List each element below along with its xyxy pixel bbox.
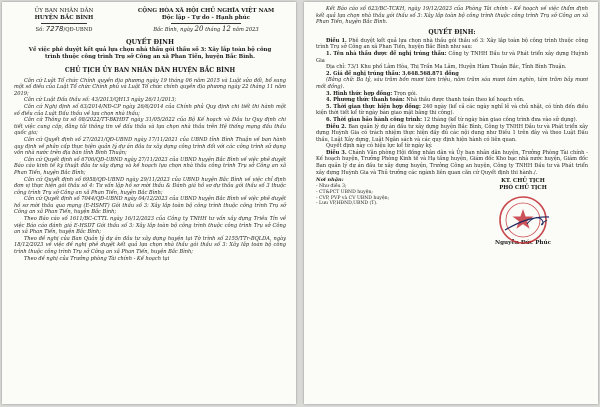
nation-line-2: Độc lập - Tự do - Hạnh phúc bbox=[161, 15, 251, 21]
issuing-org bbox=[14, 8, 114, 34]
article-1-item: 3. Hình thức hợp đồng: Trọn gói. bbox=[326, 90, 418, 97]
recipients-title: Nơi nhận: bbox=[316, 177, 344, 184]
issuing-authority: CHỦ TỊCH ỦY BAN NHÂN DÂN HUYỆN BẮC BÌNH bbox=[64, 66, 236, 74]
legal-basis-item: Căn cứ Quyết định số 6706/QĐ-UBND ngày 27/11/2023 của UBND huyện Bắc Bình về việc phê duyệt Báo cáo kinh tế kỹ thuật đầu tư xây dựng và kế hoạch lựa chọn nhà thầu công trình Trụ sở Công an xã Phan Tiến, huyện Bắc Bình; bbox=[14, 156, 286, 176]
decision-heading: QUYẾT ĐỊNH: bbox=[428, 28, 476, 36]
effective-clause: Quyết định này có hiệu lực kể từ ngày ký. bbox=[326, 143, 433, 150]
article-1-items bbox=[316, 51, 588, 124]
article-1-item: 6. Thời gian bảo hành công trình: 12 tháng (kể từ ngày bàn giao công trình đưa vào sử dụng). bbox=[326, 116, 578, 123]
article-2: Điều 2. Ban quản lý dự án đầu tư xây dựng huyện Bắc Bình, Công ty TNHH Đầu tư và Phát triển xây dựng Huỳnh Gia có trách nhiệm thực hiện đầy đủ các nội dung như Điều 1 trên đây và theo Luật Đấu thầu, Luật Xây dựng, Luật Ngân sách và các quy định hiện hành có liên quan. bbox=[316, 123, 588, 143]
article-1: Điều 1. Phê duyệt kết quả lựa chọn nhà thầu gói thầu số 3: Xây lắp toàn bộ công trình thuộc công trình Trụ sở Công an xã Phan Tiến, huyện Bắc Bình như sau: bbox=[316, 37, 588, 51]
legal-basis bbox=[14, 78, 286, 263]
legal-basis-item: Theo đề nghị của Trưởng phòng Tài chính - Kế hoạch tại bbox=[24, 255, 170, 262]
legal-basis-item: Theo đề nghị của Ban Quản lý dự án đầu tư xây dựng huyện tại Tờ trình số 2155/TTr-BQLDA, ngày 18/12/2023 về việc đề nghị phê duyệt kết quả lựa chọn nhà thầu gói thầu số 3: Xây lắp toàn bộ công trình thuộc công trình Trụ sở Công an xã Phan Tiến, huyện Bắc Bình; bbox=[14, 235, 286, 256]
signer-block bbox=[458, 178, 588, 246]
org-line-2: HUYỆN BẮC BÌNH bbox=[34, 15, 94, 21]
legal-basis-item: Căn cứ Quyết định số 7044/QĐ-UBND ngày 04/12/2023 của UBND huyện Bắc Bình về việc phê duyệt hồ sơ mời thầu qua mạng (E-HSMT) Gói thầu số 3: Xây lắp toàn bộ công trình thuộc công trình Trụ sở Công an xã Phan Tiến, huyện Bắc Bình; bbox=[14, 196, 286, 216]
legal-basis-item: Căn cứ Luật Đấu thầu số: 43/2013/QH13 ngày 26/11/2013; bbox=[24, 97, 177, 104]
legal-basis-item: Căn cứ Quyết định số 27/2021/QĐ-UBND ngày 17/11/2021 của UBND tỉnh Bình Thuận về ban hành quy định về phân cấp thực hiện quản lý dự án đầu tư xây dựng công trình đối với các công trình sử dụng vốn nhà nước trên địa bàn tỉnh Bình Thuận; bbox=[14, 136, 286, 157]
nation-line-1: CỘNG HÒA XÃ HỘI CHỦ NGHĨA VIỆT NAM bbox=[137, 8, 275, 14]
official-seal-icon bbox=[497, 194, 549, 246]
article-1-item: 5. Thời gian thực hiện hợp đồng: 240 ngày (kể cả các ngày nghỉ lễ và chủ nhật, có tính đến điều kiện thời tiết kể từ ngày bàn giao mặt bằng thi công). bbox=[316, 103, 589, 117]
legal-basis-item: Căn cứ Nghị định số 63/2014/NĐ-CP ngày 26/6/2014 của Chính phủ Quy định chi tiết thi hành một số điều của Luật Đấu thầu về lựa chọn nhà thầu; bbox=[14, 103, 286, 117]
legal-basis-item: Căn cứ Luật Tổ chức Chính quyền địa phương ngày 19 tháng 06 năm 2015 và Luật sửa đổi, bổ sung một số điều của Luật Tổ chức Chính phủ và Luật Tổ chức chính quyền địa phương ngày 22 tháng 11 năm 2019; bbox=[14, 77, 286, 97]
article-1-item: 2. Giá đề nghị trúng thầu: 3.648.568.871 đồng bbox=[326, 70, 459, 77]
signature-block bbox=[316, 178, 588, 246]
recipients-list: Nơi nhận: - Như điều 3; - CT&PCT UBND huyện; - CVP, PVP và CV UBND huyện; - Lưu VP,HĐND,UBND (T). bbox=[316, 177, 390, 207]
legal-basis-item: Căn cứ Quyết định số 6958/QĐ-UBND ngày 29/11/2023 của UBND huyện Bắc Bình về việc chỉ định đơn vị thực hiện gói thầu số 4: Tư vấn lập hồ sơ mời thầu & Đánh giá hồ sơ dự thầu gói thầu số 3 thuộc công trình Trụ sở Công an xã Phan Tiến, huyện Bắc Bình; bbox=[14, 176, 286, 196]
document-header bbox=[14, 8, 286, 34]
decision-number: Số: 7278/QĐ-UBND bbox=[35, 25, 93, 33]
article-1-item: 4. Phương thức thanh toán: Nhà thầu được thanh toán theo kế hoạch vốn. bbox=[326, 97, 525, 104]
article-3: Điều 3. Chánh Văn phòng Hội đồng nhân dân và Ủy ban nhân dân huyện, Trưởng Phòng Tài chính - Kế hoạch huyện, Trưởng Phòng Kinh tế và Hạ tầng huyện, Giám đốc Kho bạc nhà nước huyện, Giám đốc Ban quản lý dự án đầu tư xây dựng huyện, Trưởng Công an huyện, Công ty TNHH Đầu tư và Phát triển xây dựng Huỳnh Gia và Thủ trưởng các ngành liên quan căn cứ Quyết định thi hành./. bbox=[316, 149, 588, 176]
legal-basis-item: Căn cứ Thông tư số 08/2022/TT-BKHĐT ngày 31/05/2022 của Bộ Kế hoạch và Đầu tư Quy định chi tiết việc cung cấp, đăng tải thông tin về đấu thầu và lựa chọn nhà thầu trên Hệ thống mạng đấu thầu quốc gia; bbox=[14, 117, 286, 137]
document-page-left bbox=[2, 2, 296, 404]
report-reference: Kết Báo cáo số 623/BC-TCKH, ngày 19/12/2023 của Phòng Tài chính - Kế hoạch về việc thẩm định kết quả lựa chọn nhà thầu gói thầu số 3: Xây lắp toàn bộ công trình thuộc công trình Trụ sở Công an xã Phan Tiến, huyện Bắc Bình. bbox=[316, 6, 589, 26]
issue-date: Bắc Bình, ngày 20 tháng 12 năm 2023 bbox=[153, 25, 259, 33]
national-motto bbox=[126, 8, 286, 34]
article-1-item: Địa chỉ: 73/1 Khu phố Lâm Hòa, Thị Trấn Ma Lâm, Huyện Hàm Thuận Bắc, Tỉnh Bình Thuận. bbox=[326, 64, 567, 71]
article-1-item: (Bằng chữ: Ba tỷ, sáu trăm bốn mươi tám triệu, năm trăm sáu mươi tám nghìn, tám trăm bảy mươi mốt đồng). bbox=[316, 77, 588, 90]
signer-role-1: KT. CHỦ TỊCH bbox=[501, 178, 545, 185]
decision-subject: Về việc phê duyệt kết quả lựa chọn nhà thầu gói thầu số 3: Xây lắp toàn bộ công trình thuộc công trình Trụ sở Công an xã Phan Tiến, huyện Bắc Bình. bbox=[28, 47, 272, 60]
signer-name: Nguyễn Đức Phúc bbox=[495, 239, 551, 246]
decision-title: QUYẾT ĐỊNH bbox=[125, 38, 174, 46]
legal-basis-item: Theo Báo cáo số 1611/BC-CTTL ngày 16/12/2023 của Công ty TNHH tư vấn xây dựng Triều Tín về việc Báo cáo đánh giá E-HSDT Gói thầu số 3: Xây lắp toàn bộ công trình thuộc công trình Trụ sở Công an xã Phan Tiến, huyện Bắc Bình; bbox=[14, 216, 286, 236]
org-line-1: ỦY BAN NHÂN DÂN bbox=[34, 8, 94, 14]
article-1-item: 1. Tên nhà thầu được đề nghị trúng thầu: Công ty TNHH Đầu tư và Phát triển xây dựng Huỳnh Gia bbox=[316, 50, 588, 64]
document-page-right bbox=[304, 2, 598, 404]
signer-role-2: PHÓ CHỦ TỊCH bbox=[499, 185, 547, 192]
